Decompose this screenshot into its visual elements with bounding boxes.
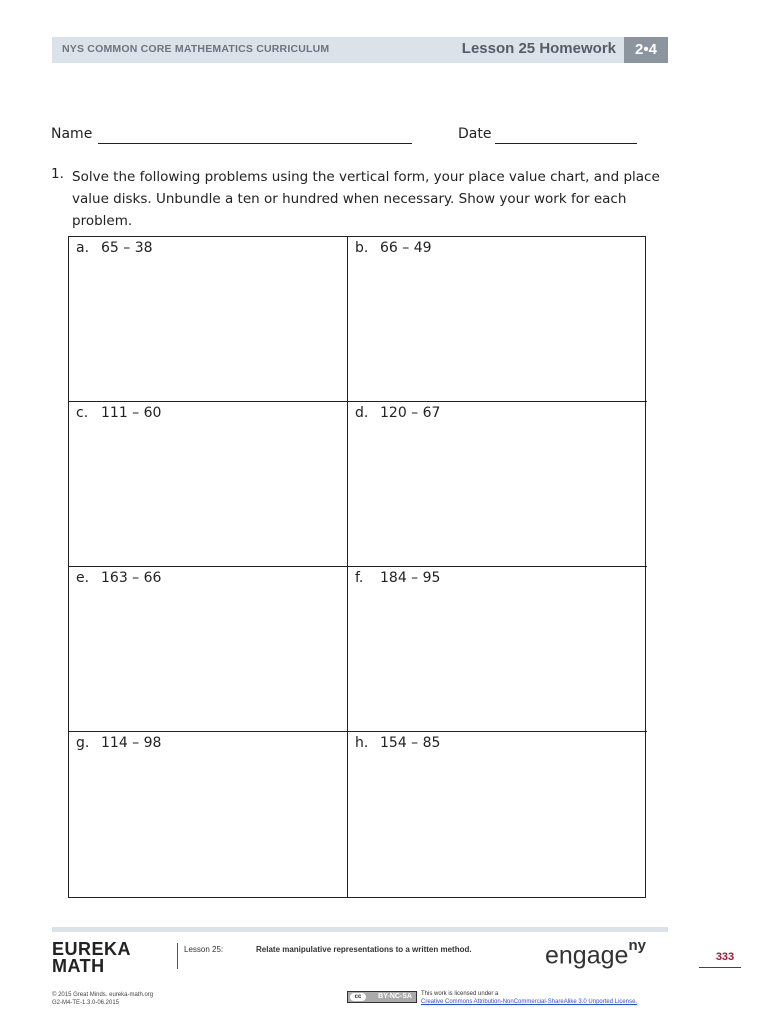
problem-cell-e[interactable] (69, 567, 348, 732)
curriculum-title: NYS COMMON CORE MATHEMATICS CURRICULUM (62, 43, 330, 55)
footer-lesson-description: Relate manipulative representations to a written method. (256, 945, 472, 954)
engage-text: engage (545, 941, 629, 970)
problem-expression: 184 – 95 (380, 570, 441, 586)
footer-lesson-label: Lesson 25: (184, 945, 224, 954)
date-label: Date (458, 126, 492, 142)
problem-grid (68, 236, 646, 898)
cc-badge-text: BY-NC-SA (378, 993, 412, 1000)
problem-expression: 154 – 85 (380, 735, 441, 751)
problem-letter: d. (355, 405, 369, 421)
license-text (421, 990, 637, 1006)
problem-cell-c[interactable] (69, 402, 348, 567)
problem-cell-f[interactable] (348, 567, 647, 732)
question-instructions: Solve the following problems using the vertical form, your place value chart, and place value disks. Unbundle a ten or hundred when necessary. Show your work for each problem. (72, 169, 660, 229)
problem-letter: g. (76, 735, 90, 751)
page-number-underline (699, 967, 741, 968)
copyright-line-2: G2-M4-TE-1.3.0-06.2015 (52, 1000, 120, 1006)
name-field[interactable] (98, 143, 412, 144)
problem-letter: a. (76, 240, 90, 256)
date-field[interactable] (495, 143, 637, 144)
cc-icon: cc (350, 993, 366, 1001)
problem-letter: b. (355, 240, 369, 256)
copyright (52, 991, 153, 1007)
problem-letter: h. (355, 735, 369, 751)
engageny-logo (545, 937, 646, 970)
problem-cell-d[interactable] (348, 402, 647, 567)
footer-rule (52, 927, 668, 932)
problem-cell-a[interactable] (69, 237, 348, 402)
problem-expression: 66 – 49 (380, 240, 432, 256)
grade-module-badge: 2•4 (624, 37, 668, 63)
problem-expression: 114 – 98 (101, 735, 162, 751)
problem-expression: 111 – 60 (101, 405, 162, 421)
problem-letter: f. (355, 570, 364, 586)
footer-divider (177, 943, 178, 969)
problem-expression: 163 – 66 (101, 570, 162, 586)
name-label: Name (51, 126, 93, 142)
problem-letter: c. (76, 405, 89, 421)
problem-letter: e. (76, 570, 90, 586)
lesson-title: Lesson 25 Homework (461, 40, 616, 57)
page-number: 333 (715, 951, 735, 963)
copyright-line-1: © 2015 Great Minds. eureka-math.org (52, 992, 154, 998)
question-number: 1. (51, 166, 64, 182)
cc-license-badge (347, 991, 417, 1003)
problem-cell-b[interactable] (348, 237, 647, 402)
header-bar (52, 37, 668, 63)
problem-cell-h[interactable] (348, 732, 647, 897)
license-link[interactable]: Creative Commons Attribution-NonCommercial-ShareAlike 3.0 Unported License. (421, 999, 638, 1005)
logo-line-1: EUREKA (52, 939, 132, 959)
license-line-1: This work is licensed under a (421, 991, 499, 997)
problem-expression: 65 – 38 (101, 240, 153, 256)
problem-expression: 120 – 67 (380, 405, 441, 421)
problem-cell-g[interactable] (69, 732, 348, 897)
engage-ny-text: ny (628, 937, 646, 954)
eureka-math-logo (52, 941, 131, 975)
logo-line-2: MATH (52, 956, 105, 976)
